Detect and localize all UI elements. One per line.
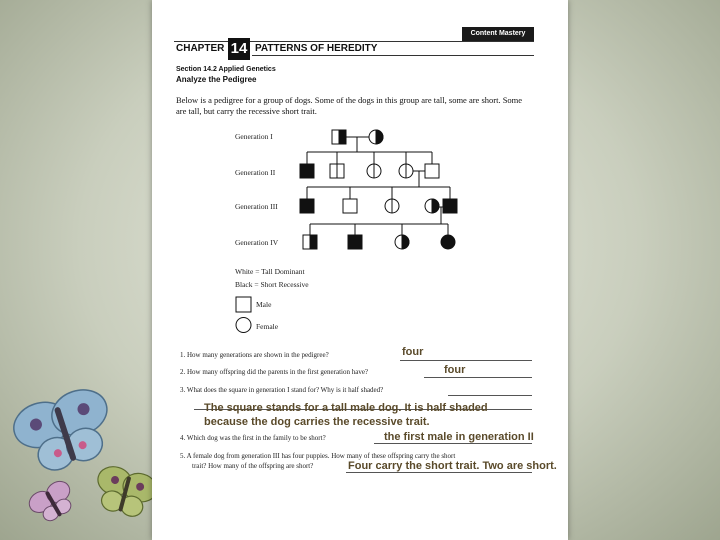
worksheet-page: [152, 0, 568, 540]
male-square-icon: [236, 297, 251, 312]
chapter-title: PATTERNS OF HEREDITY: [255, 43, 378, 54]
instructions-text: Below is a pedigree for a group of dogs. Some of the dogs in this group are tall, some are short. Some are tall, but carry the recessive short trait.: [176, 95, 523, 116]
answer-2: four: [444, 364, 466, 376]
key-black-label: Black = Short Recessive: [235, 280, 309, 289]
key-white-label: White = Tall Dominant: [235, 267, 305, 276]
question-1: 1. How many generations are shown in the pedigree?: [180, 351, 329, 359]
pedigree-chart: [152, 0, 568, 300]
answer-1-blank: [400, 360, 532, 361]
chapter-label: CHAPTER: [176, 43, 225, 54]
answer-2-blank: [424, 377, 532, 378]
question-5-cont: trait? How many of the offspring are short?: [192, 462, 314, 470]
butterfly-pink-icon: [28, 478, 78, 528]
question-3: 3. What does the square in generation I stand for? Why is it half shaded?: [180, 386, 384, 394]
generation-2-label: Generation II: [235, 168, 276, 177]
butterfly-olive-icon: [90, 458, 160, 528]
generation-4-label: Generation IV: [235, 238, 279, 247]
key-male-label: Male: [256, 300, 272, 309]
answer-1: four: [402, 346, 424, 358]
female-circle-icon: [236, 318, 251, 333]
section-label: Section 14.2 Applied Genetics: [176, 66, 276, 73]
answer-3-line-1: The square stands for a tall male dog. It is half shaded: [204, 402, 488, 414]
key-symbols: [235, 296, 255, 336]
answer-5: Four carry the short trait. Two are short.: [348, 460, 557, 472]
answer-4: the first male in generation II: [384, 431, 534, 443]
key-female-label: Female: [256, 322, 279, 331]
answer-4-blank: [374, 443, 532, 444]
answer-3-line-2: because the dog carries the recessive trait.: [204, 416, 430, 428]
answer-3-blank: [448, 395, 532, 396]
generation-1-label: Generation I: [235, 132, 273, 141]
generation-3-label: Generation III: [235, 202, 278, 211]
chapter-number: 14: [228, 38, 250, 60]
content-mastery-badge: Content Mastery: [462, 27, 534, 41]
question-2: 2. How many offspring did the parents in the first generation have?: [180, 368, 369, 376]
activity-title: Analyze the Pedigree: [176, 75, 257, 84]
question-5: 5. A female dog from generation III has four puppies. How many of these offspring carry the short: [180, 452, 456, 460]
answer-5-blank: [346, 472, 532, 473]
question-4: 4. Which dog was the first in the family to be short?: [180, 434, 326, 442]
